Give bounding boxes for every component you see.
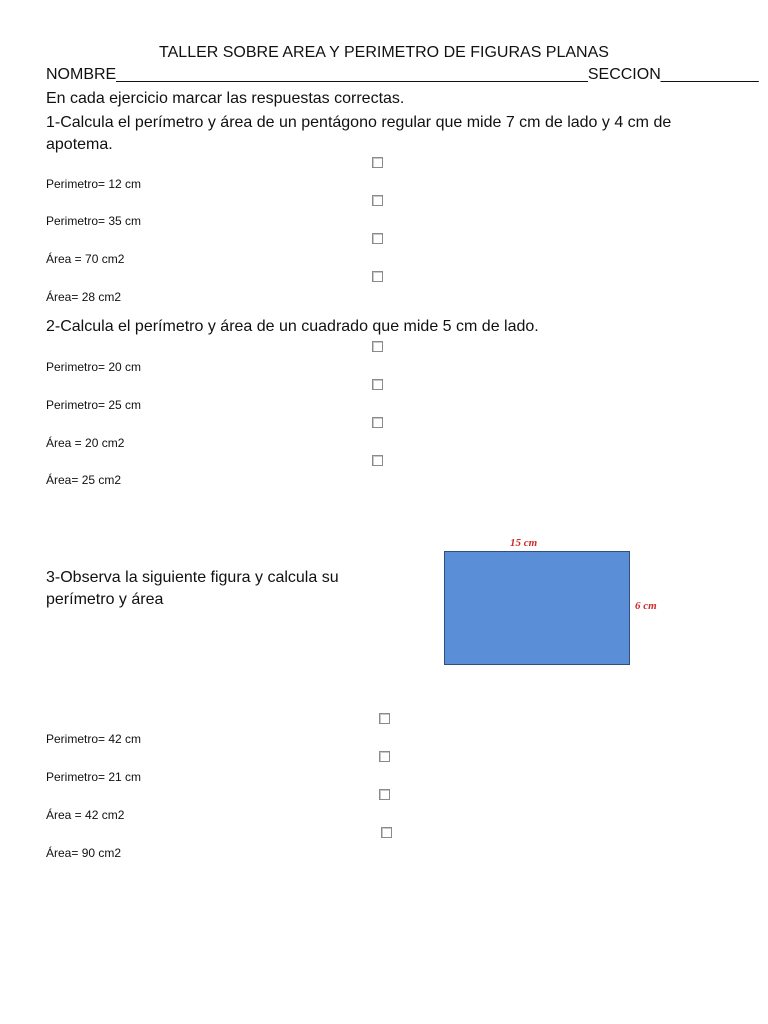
page-title: TALLER SOBRE AREA Y PERIMETRO DE FIGURAS PLANAS	[159, 44, 609, 61]
rectangle-width-label: 15 cm	[510, 537, 538, 549]
instructions: En cada ejercicio marcar las respuestas correctas.	[46, 90, 405, 107]
q2-option-4-label: Área= 25 cm2	[46, 473, 122, 487]
q1-option-1-label: Perimetro= 12 cm	[46, 177, 142, 191]
question-3-prompt-line-2: perímetro y área	[46, 591, 164, 608]
q2-option-4-checkbox[interactable]	[372, 455, 383, 466]
q1-option-2-label: Perimetro= 35 cm	[46, 214, 142, 228]
q3-option-2-label: Perimetro= 21 cm	[46, 770, 142, 784]
q1-option-4-label: Área= 28 cm2	[46, 290, 122, 304]
q1-option-3-label: Área = 70 cm2	[46, 252, 125, 266]
q1-option-2-checkbox[interactable]	[372, 195, 383, 206]
q2-option-1-label: Perimetro= 20 cm	[46, 360, 142, 374]
question-1-prompt: 1-Calcula el perímetro y área de un pentágono regular que mide 7 cm de lado y 4 cm de apotema.	[46, 114, 672, 153]
q2-option-2-checkbox[interactable]	[372, 379, 383, 390]
q3-option-4-label: Área= 90 cm2	[46, 846, 122, 860]
q3-option-4-checkbox[interactable]	[381, 827, 392, 838]
q1-option-4-checkbox[interactable]	[372, 271, 383, 282]
q1-option-3-checkbox[interactable]	[372, 233, 383, 244]
q1-option-1-checkbox[interactable]	[372, 157, 383, 168]
name-section-line: NOMBRE_____________________________________________________SECCION___________	[46, 66, 759, 83]
q2-option-3-checkbox[interactable]	[372, 417, 383, 428]
q3-option-1-checkbox[interactable]	[379, 713, 390, 724]
rectangle-figure	[444, 551, 630, 665]
q3-option-3-checkbox[interactable]	[379, 789, 390, 800]
q2-option-3-label: Área = 20 cm2	[46, 436, 125, 450]
q3-option-3-label: Área = 42 cm2	[46, 808, 125, 822]
question-2-prompt: 2-Calcula el perímetro y área de un cuadrado que mide 5 cm de lado.	[46, 318, 539, 335]
q2-option-2-label: Perimetro= 25 cm	[46, 398, 142, 412]
q2-option-1-checkbox[interactable]	[372, 341, 383, 352]
q3-option-2-checkbox[interactable]	[379, 751, 390, 762]
q3-option-1-label: Perimetro= 42 cm	[46, 732, 142, 746]
question-3-prompt-line-1: 3-Observa la siguiente figura y calcula su	[46, 569, 339, 586]
rectangle-height-label: 6 cm	[635, 600, 657, 612]
